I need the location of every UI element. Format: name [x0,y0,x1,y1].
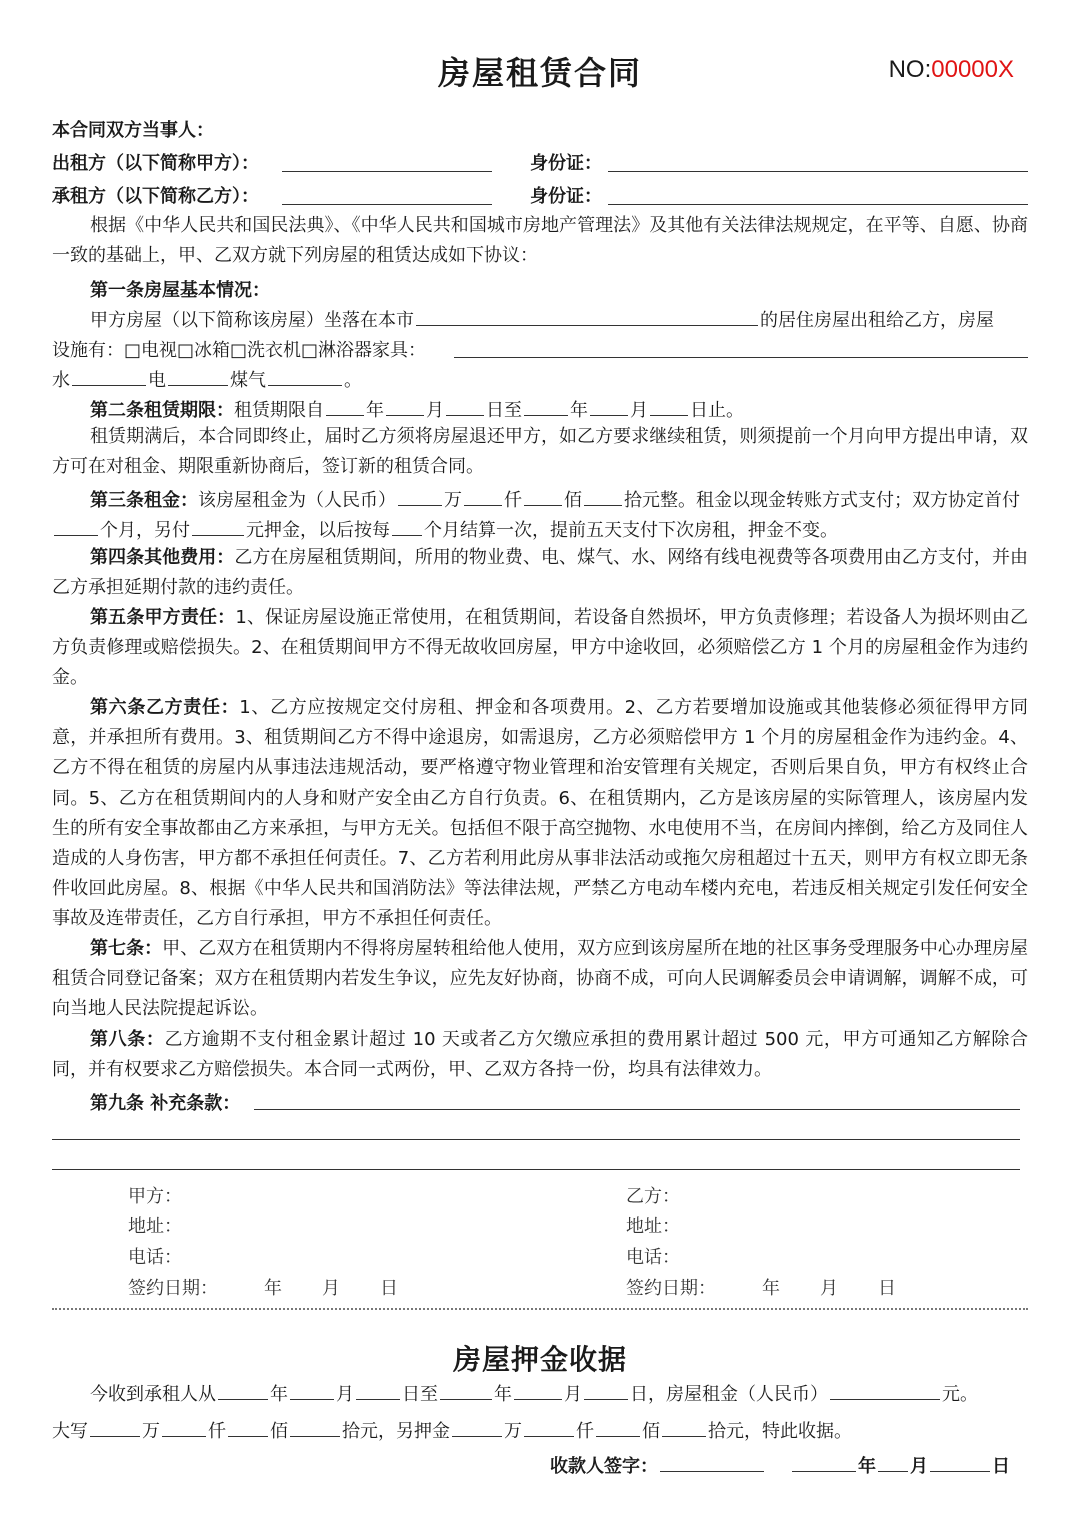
party-b-address-label: 地址： [626,1216,680,1237]
bai-label: 佰 [270,1421,288,1442]
rent-wan-field[interactable] [90,1417,140,1437]
receipt-start-year-field[interactable] [218,1380,268,1400]
parties-heading: 本合同双方当事人： [52,120,214,141]
gas-meter-field[interactable] [268,366,342,386]
article-2-renewal: 租赁期满后，本合同即终止，届时乙方须将房屋退还甲方，如乙方要求继续租赁，则须提前一个月向甲方提出申请，双方可在对租金、期限重新协商后，签订新的租赁合同。 [52,426,1028,478]
article-7 [52,934,1028,1025]
party-b-phone-label: 电话： [626,1247,680,1268]
bai-label: 佰 [564,490,582,511]
day-label: 日 [878,1278,896,1299]
receipt-line-2 [52,1417,852,1443]
receipt-closing-text: 拾元，特此收据。 [708,1421,852,1442]
article-4 [52,543,1028,603]
supplement-line-1[interactable] [254,1088,1020,1110]
rent-qian-field[interactable] [464,486,502,506]
date-label: 签约日期： [626,1278,716,1299]
document-title: 房屋租赁合同 [437,54,642,92]
month-label: 月 [336,1384,354,1405]
year-label: 年 [264,1278,282,1299]
rent-bai-field[interactable] [228,1417,268,1437]
day-to-label: 日至 [486,400,522,421]
month-label: 月 [426,400,444,421]
lessee-label: 承租方（以下简称乙方）： [52,186,259,207]
qian-label: 仟 [576,1421,594,1442]
rent-amount-text: 该房屋租金为（人民币） [198,490,396,511]
bai-label: 佰 [642,1421,660,1442]
party-b-label: 乙方： [626,1186,680,1207]
rent-shi-field[interactable] [290,1417,340,1437]
article-1-heading [90,276,270,302]
end-month-field[interactable] [590,396,628,416]
first-payment-text: 个月，另付 [100,520,190,541]
article-5-body: 1、保证房屋设施正常使用，在租赁期间，若设备自然损坏，甲方负责修理；若设备人为损坏则由乙方负责修理或赔偿损失。2、在租赁期间甲方不得无故收回房屋，甲方中途收回，必须赔偿乙方 1 个月的房屋租金作为违约金。 [52,607,1028,689]
preamble: 根据《中华人民共和国民法典》、《中华人民共和国城市房地产管理法》及其他有关法律法规规定，在平等、自愿、协商一致的基础上，甲、乙双方就下列房屋的租赁达成如下协议： [52,215,1028,267]
rent-bai-field[interactable] [524,486,562,506]
lessor-id-field[interactable] [608,150,1028,172]
rent-wan-field[interactable] [398,486,442,506]
receipt-end-year-field[interactable] [440,1380,492,1400]
end-day-field[interactable] [650,396,688,416]
article-1-line-3 [52,366,362,392]
article-8-title: 第八条： [90,1029,165,1050]
document-number-label: NO: [888,56,932,83]
article-6-body: 1、乙方应按规定交付房租、押金和各项费用。2、乙方若要增加设施或其他装修必须征得甲方同意，并承担所有费用。3、租赁期间乙方不得中途退房，如需退房，乙方必须赔偿甲方 1 个月的房屋租金作为违约金。4、乙方不得在租赁的房屋内从事违法违规活动，要严格遵守物业管理和治安管理有关规定，否则后果自负，甲方有权终止合同。5、乙方在租赁期间内的人身和财产安全由乙方自行负责。6、在租赁期内，乙方是该房屋的实际管理人，该房屋内发生的所有安全事故都由乙方来承担，与甲方无关。包括但不限于高空抛物、水电使用不当，在房间内摔倒，给乙方及同住人造成的人身伤害，甲方都不承担任何责任。7、乙方若利用此房从事非法活动或拖欠房租超过十五天，则甲方有权立即无条件收回此房屋。8、根据《中华人民共和国消防法》等法律法规，严禁乙方电动车楼内充电，若违反相关规定引发任何安全事故及连带责任，乙方自行承担，甲方不承担任何责任。 [52,697,1028,930]
article-4-body: 乙方在房屋租赁期间，所用的物业费、电、煤气、水、网络有线电视费等各项费用由乙方支付，并由乙方承担延期付款的违约责任。 [52,547,1029,599]
receipt-start-month-field[interactable] [290,1380,334,1400]
deposit-amount-field[interactable] [192,516,244,536]
rent-qian-field[interactable] [162,1417,206,1437]
electric-label: 电 [148,370,166,391]
qian-label: 仟 [208,1421,226,1442]
article-6-title: 第六条乙方责任： [90,697,240,718]
water-label: 水 [52,370,70,391]
lessor-id-label: 身份证： [530,153,602,174]
article-1-location-text: 甲方房屋（以下简称该房屋）坐落在本市 [90,310,414,331]
article-6 [52,693,1028,935]
electric-meter-field[interactable] [168,366,228,386]
receipt-title: 房屋押金收据 [452,1343,627,1376]
party-a-address-label: 地址： [128,1216,182,1237]
furniture-field[interactable] [454,336,1028,358]
supplement-line-3[interactable] [52,1148,1020,1170]
start-year-field[interactable] [326,396,364,416]
cut-line-divider [52,1308,1028,1310]
receipt-signer-line [550,1452,1010,1478]
facilities-text: 设施有：□电视□冰箱□洗衣机□淋浴器家具： [52,340,427,361]
wan-label: 万 [444,490,462,511]
lessor-label: 出租方（以下简称甲方）： [52,153,259,174]
rent-shi-field[interactable] [584,486,622,506]
document-number [889,56,1014,84]
article-8 [52,1025,1028,1085]
month-label: 月 [630,400,648,421]
settlement-months-field[interactable] [392,516,422,536]
receipt-line-1 [90,1380,978,1406]
deposit-text: 元押金，以后按每 [246,520,390,541]
water-meter-field[interactable] [72,366,146,386]
lessee-id-field[interactable] [608,183,1028,205]
signer-label: 收款人签字： [550,1456,658,1477]
article-7-title: 第七条： [90,938,163,959]
receipt-rent-amount-field[interactable] [830,1380,940,1400]
article-4-title: 第四条其他费用： [90,547,235,568]
article-1-line-1 [90,306,994,332]
lessee-name-field[interactable] [282,183,492,205]
supplement-line-2[interactable] [52,1118,1020,1140]
party-a-label: 甲方： [128,1186,182,1207]
article-2-line-1 [90,396,744,422]
day-label: 日 [380,1278,398,1299]
wan-label: 万 [504,1421,522,1442]
article-2-title: 第二条租赁期限： [90,400,234,421]
document-number-value: 00000X [931,56,1014,83]
article-3-title: 第三条租金： [90,490,198,511]
article-7-body: 甲、乙双方在租赁期内不得将房屋转租给他人使用，双方应到该房屋所在地的社区事务受理服务中心办理房屋租赁合同登记备案；双方在租赁期内若发生争议，应先友好协商，协商不成，可向人民调解委员会申请调解，调解不成，可向当地人民法院提起诉讼。 [52,938,1029,1020]
year-label: 年 [270,1384,288,1405]
wan-label: 万 [142,1421,160,1442]
receipt-end-day-field[interactable] [584,1380,628,1400]
article-1-location-suffix: 的居住房屋出租给乙方，房屋 [760,310,994,331]
date-label: 签约日期： [128,1278,218,1299]
year-label: 年 [570,400,588,421]
gas-label: 煤气 [230,370,266,391]
first-payment-months-field[interactable] [54,516,98,536]
receipt-sign-day-field[interactable] [930,1452,990,1472]
party-a-date [128,1274,398,1300]
deposit-bai-field[interactable] [596,1417,640,1437]
receipt-sign-year-field[interactable] [792,1452,856,1472]
deposit-shi-field[interactable] [662,1417,706,1437]
article-1-end: 。 [344,370,362,391]
deposit-wan-field[interactable] [452,1417,502,1437]
article-1-line-2 [52,336,426,362]
receipt-end-month-field[interactable] [514,1380,562,1400]
article-3-line-2 [52,516,838,542]
year-label: 年 [494,1384,512,1405]
start-month-field[interactable] [386,396,424,416]
article-8-body: 乙方逾期不支付租金累计超过 10 天或者乙方欠缴应承担的费用累计超过 500 元，甲方可通知乙方解除合同，并有权要求乙方赔偿损失。本合同一式两份，甲、乙双方各持一份，均具有法律效力。 [52,1029,1028,1081]
qian-label: 仟 [504,490,522,511]
deposit-qian-field[interactable] [524,1417,574,1437]
start-day-field[interactable] [446,396,484,416]
month-label: 月 [820,1278,838,1299]
receipt-received-text: 今收到承租人从 [90,1384,216,1405]
lessor-name-field[interactable] [282,150,492,172]
property-address-field[interactable] [416,306,758,326]
month-label: 月 [564,1384,582,1405]
party-a-phone-label: 电话： [128,1247,182,1268]
article-5 [52,603,1028,694]
party-b-date [626,1274,896,1300]
lessee-id-label: 身份证： [530,186,602,207]
month-label: 月 [322,1278,340,1299]
article-3-line-1 [90,486,1020,512]
receipt-rent-text: 日，房屋租金（人民币） [630,1384,828,1405]
deposit-text: 拾元，另押金 [342,1421,450,1442]
receipt-sign-month-field[interactable] [878,1452,908,1472]
capital-amount-label: 大写 [52,1421,88,1442]
yuan-label: 元。 [942,1384,978,1405]
signer-field[interactable] [660,1452,764,1472]
lease-term-text: 租赁期限自 [234,400,324,421]
end-year-field[interactable] [524,396,568,416]
year-label: 年 [366,400,384,421]
year-label: 年 [858,1456,876,1477]
article-5-title: 第五条甲方责任： [90,607,236,628]
year-label: 年 [762,1278,780,1299]
rent-payment-text: 拾元整。租金以现金转账方式支付；双方协定首付 [624,490,1020,511]
receipt-start-day-field[interactable] [356,1380,400,1400]
day-end-label: 日止。 [690,400,744,421]
day-to-label: 日至 [402,1384,438,1405]
settlement-text: 个月结算一次，提前五天支付下次房租，押金不变。 [424,520,838,541]
day-label: 日 [992,1456,1010,1477]
article-9-title: 第九条 补充条款： [90,1093,241,1114]
month-label: 月 [910,1456,928,1477]
article-1-title: 第一条房屋基本情况： [90,280,270,301]
